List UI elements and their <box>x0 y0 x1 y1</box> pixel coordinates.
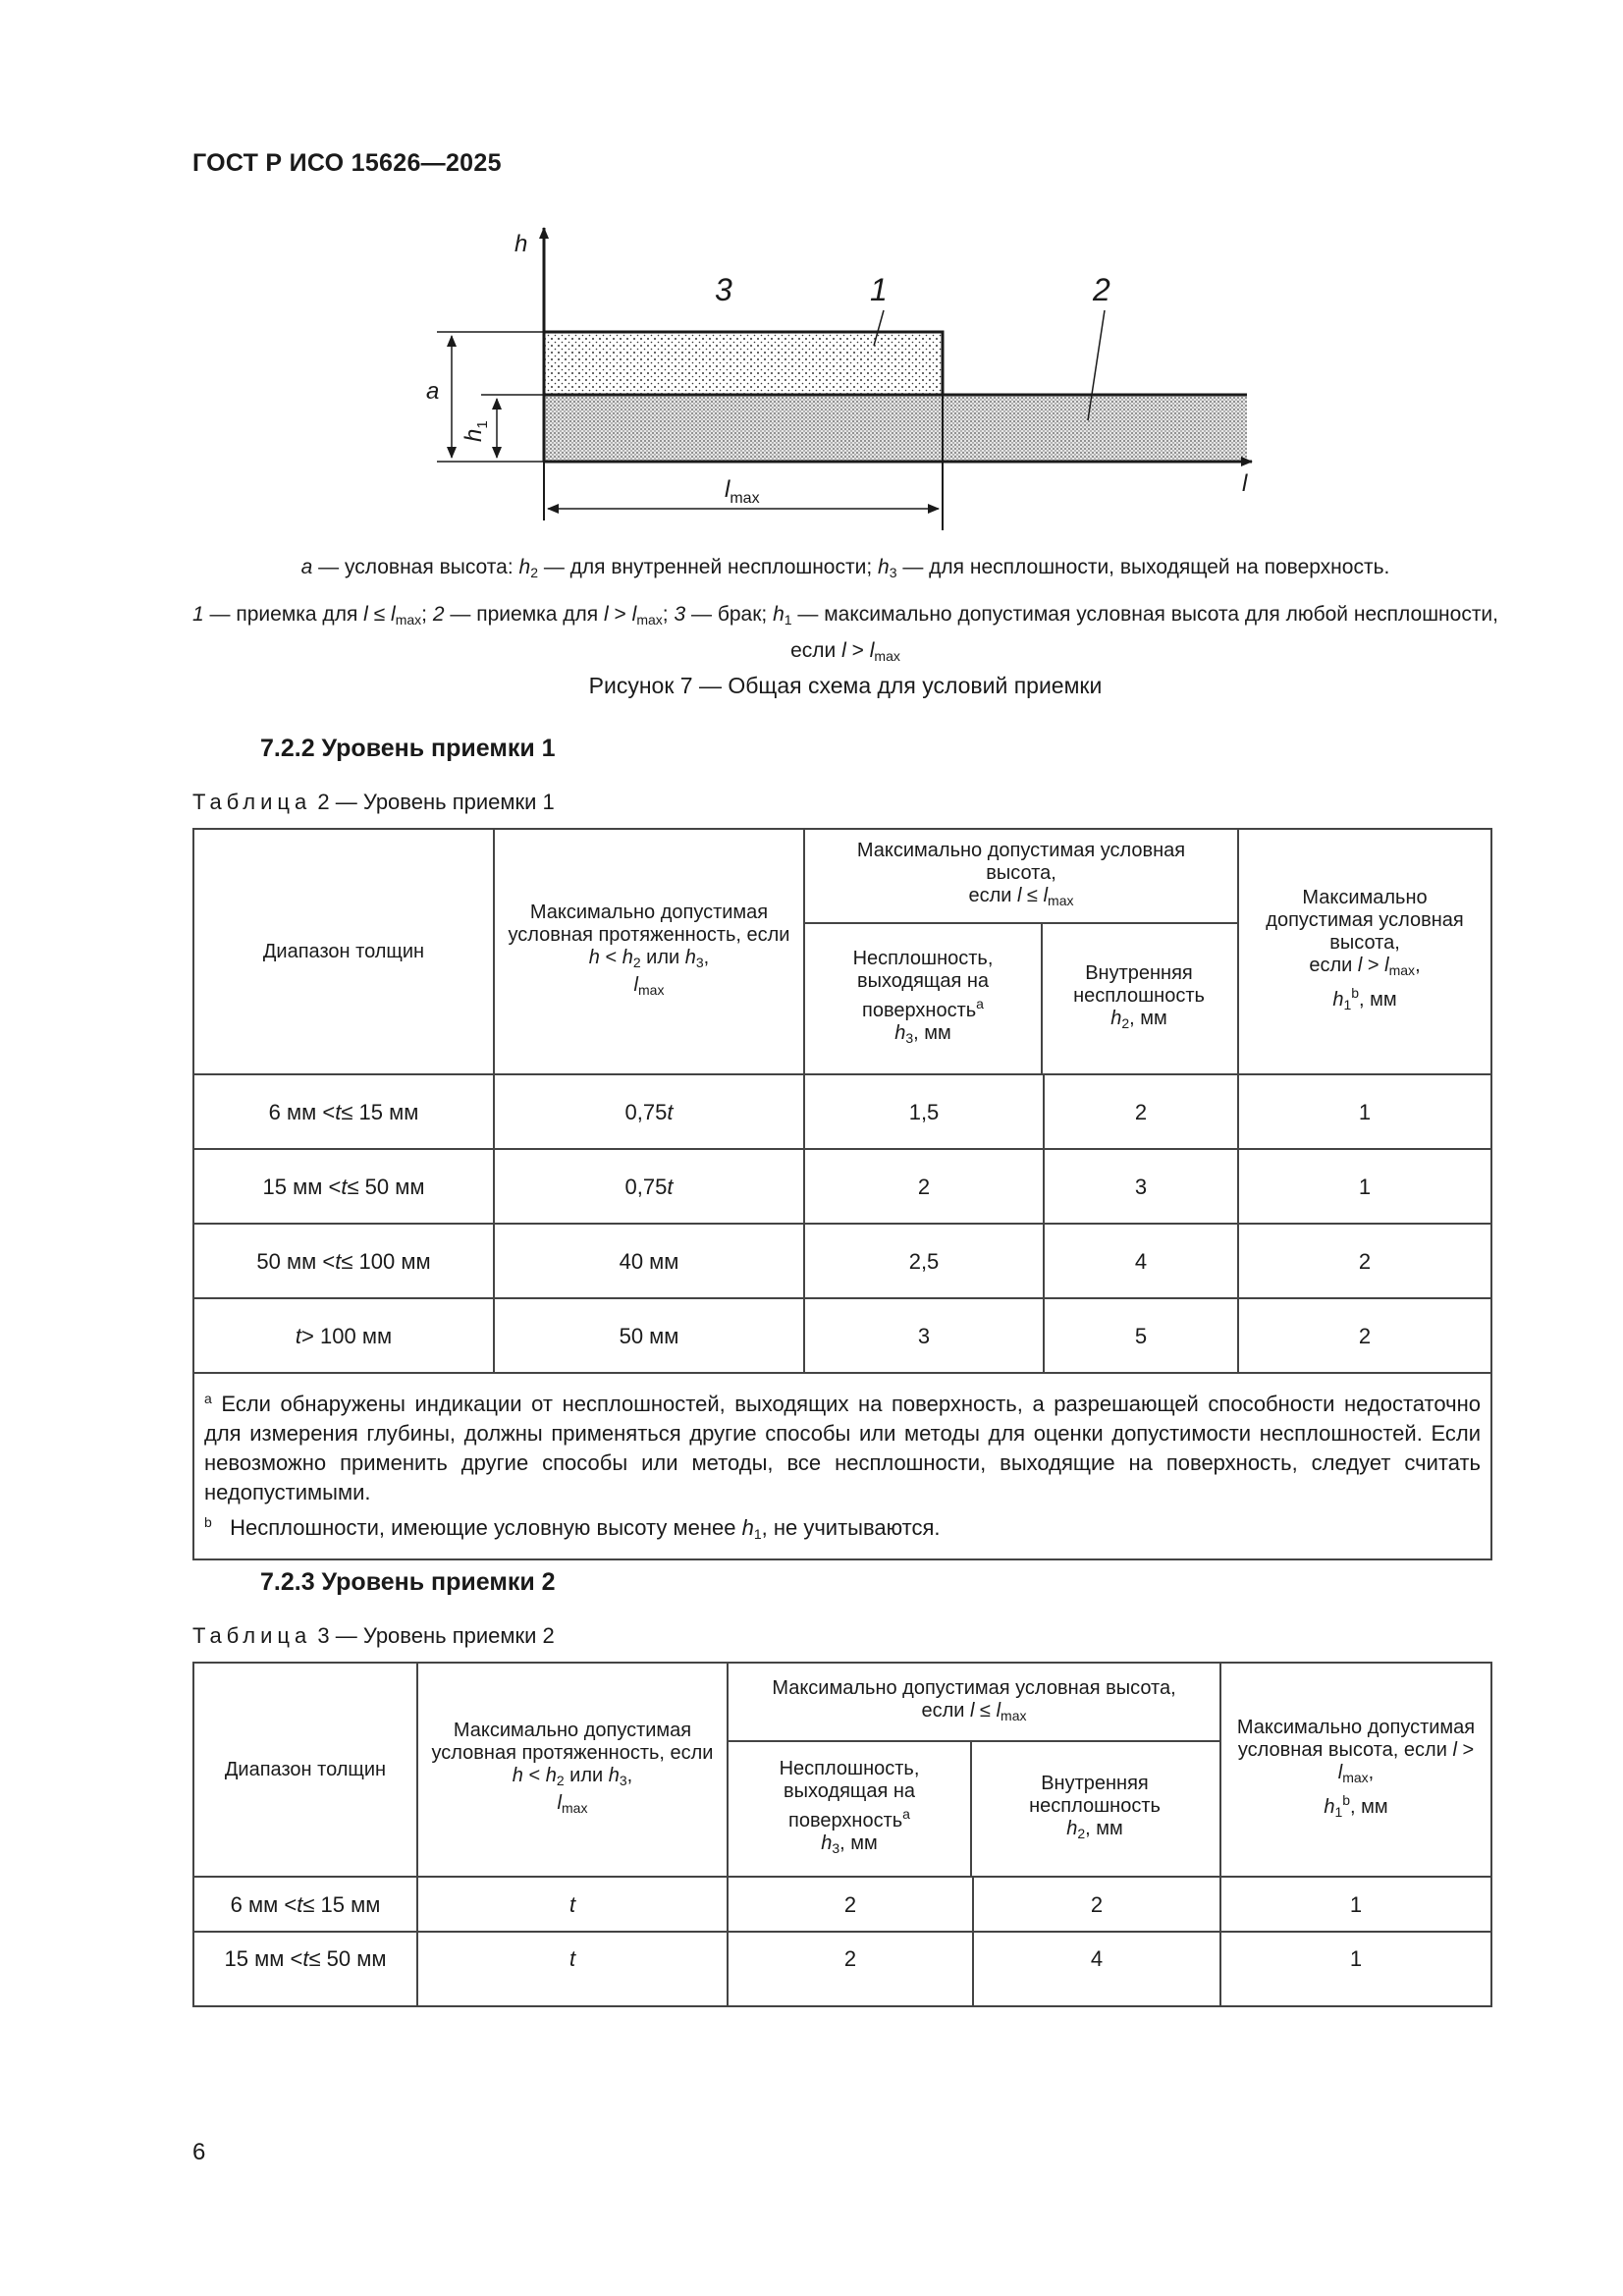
reject-zone <box>544 332 943 395</box>
note-a: $^a$ Если обнаружены индикации от несплошностей, выходящих на поверхность, а разрешающей способности недостаточно для измерения глубины, должны применяться другие способы или методы для оценки допустимости несплошностей. Если невозможно применить другие способы или методы, все несплошности, выходящие на поверхность, следует считать недопустимыми. <box>204 1391 1481 1504</box>
header-group-title: Максимально допустимая условная высота, если $l \le l_{max}$ <box>729 1664 1219 1742</box>
cell-h1: 2 <box>1358 1248 1372 1274</box>
table-2-caption: Таблица 2 — Уровень приемки 1 <box>192 790 555 814</box>
zone-label-2: 2 <box>1093 272 1110 307</box>
figure-7-diagram <box>0 0 1623 550</box>
cell-extension: t <box>418 1933 729 2005</box>
document-header: ГОСТ Р ИСО 15626—2025 <box>192 149 502 177</box>
table-header <box>194 830 1490 1075</box>
cell-extension: t <box>418 1878 729 1931</box>
table-row <box>194 1075 1490 1150</box>
cell-internal: 3 <box>1045 1150 1239 1223</box>
header-range: Диапазон толщин <box>194 1664 418 1876</box>
cell-range: 15 мм < t ≤ 50 мм <box>194 1150 495 1223</box>
header-internal: Внутренняя несплошность $h_2$, мм <box>1029 1773 1161 1841</box>
note-b: $^b$ Несплошности, имеющие условную высоту менее $h_1$, не учитываются. <box>204 1514 941 1542</box>
cell-internal: 4 <box>974 1933 1221 2005</box>
figure-legend: 1 — приемка для $l \le l_{max}$; 2 — приемка для $l > l_{max}$; 3 — брак; $h_1$ — максимально допустимая условная высота для любой несплошности, если $l > l_{max}$ <box>192 603 1498 664</box>
page-number: 6 <box>192 2139 206 2165</box>
cell-internal: 2 <box>974 1878 1221 1931</box>
cell-extension: 40 мм <box>495 1225 805 1297</box>
header-surface: Несплошность, выходящая на поверхность$^a$ $h_3$, мм <box>729 1742 972 1876</box>
table-row <box>194 1878 1490 1933</box>
cell-surface: 3 <box>805 1299 1045 1372</box>
acceptance-zone <box>544 395 1247 462</box>
dim-label-lmax: $l_{max}$ <box>725 476 760 507</box>
section-heading-7-2-2: 7.2.2 Уровень приемки 1 <box>260 735 556 762</box>
cell-range: 6 мм < t ≤ 15 мм <box>194 1075 495 1148</box>
section-heading-7-2-3: 7.2.3 Уровень приемки 2 <box>260 1568 556 1596</box>
header-group-height <box>729 1664 1221 1876</box>
cell-extension: 0,75 t <box>495 1075 805 1148</box>
header-h1: Максимально допустимая условная высота, если $l > l_{max}$, $h_1^b$, мм <box>1236 1716 1476 1820</box>
cell-surface: 2 <box>729 1878 974 1931</box>
cell-surface: 1,5 <box>805 1075 1045 1148</box>
table-row <box>194 1933 1490 2005</box>
cell-surface: 2,5 <box>805 1225 1045 1297</box>
zone-label-1: 1 <box>870 272 888 307</box>
cell-h1: 1 <box>1358 1099 1372 1124</box>
table-3 <box>192 1662 1492 2007</box>
cell-h1: 1 <box>1349 1891 1363 1917</box>
cell-internal: 5 <box>1045 1299 1239 1372</box>
cell-extension: 0,75 t <box>495 1150 805 1223</box>
cell-range: t > 100 мм <box>194 1299 495 1372</box>
figure-title: Рисунок 7 — Общая схема для условий приемки <box>588 673 1103 698</box>
figure-caption-a: a — условная высота: $h_2$ — для внутренней несплошности; $h_3$ — для несплошности, выходящей на поверхность. <box>300 556 1390 580</box>
table-row <box>194 1150 1490 1225</box>
dim-label-h1: $h_1$ <box>460 420 491 442</box>
zone-label-3: 3 <box>715 272 732 307</box>
cell-h1: 1 <box>1358 1174 1372 1199</box>
table-notes <box>194 1374 1490 1558</box>
cell-extension: 50 мм <box>495 1299 805 1372</box>
table-3-caption: Таблица 3 — Уровень приемки 2 <box>192 1623 555 1648</box>
cell-range: 50 мм < t ≤ 100 мм <box>194 1225 495 1297</box>
cell-surface: 2 <box>805 1150 1045 1223</box>
header-extension: Максимально допустимая условная протяженность, если $h < h_2$ или $h_3$, $l_{max}$ <box>418 1664 729 1876</box>
header-group-height <box>805 830 1239 1073</box>
header-internal: Внутренняя несплошность $h_2$, мм <box>1073 962 1205 1031</box>
table-row <box>194 1225 1490 1299</box>
header-group-title: Максимально допустимая условная высота, если $l \le l_{max}$ <box>805 830 1237 924</box>
header-h1: Максимально допустимая условная высота, если $l > l_{max}$, $h_1^b$, мм <box>1266 887 1464 1012</box>
table-row <box>194 1299 1490 1374</box>
cell-internal: 2 <box>1045 1075 1239 1148</box>
table-2 <box>192 828 1492 1560</box>
cell-range: 15 мм < t ≤ 50 мм <box>194 1933 418 2005</box>
axis-h-label: h <box>514 231 528 257</box>
cell-range: 6 мм < t ≤ 15 мм <box>194 1878 418 1931</box>
table-header <box>194 1664 1490 1878</box>
cell-h1: 2 <box>1358 1323 1372 1348</box>
cell-internal: 4 <box>1045 1225 1239 1297</box>
header-extension: Максимально допустимая условная протяженность, если $h < h_2$ или $h_3$, $l_{max}$ <box>495 830 805 1073</box>
cell-surface: 2 <box>729 1933 974 2005</box>
cell-h1: 1 <box>1349 1946 1363 1971</box>
dim-label-a: a <box>426 378 440 405</box>
header-surface: Несплошность, выходящая на поверхность$^a$ $h_3$, мм <box>805 924 1043 1073</box>
header-range: Диапазон толщин <box>194 830 495 1073</box>
axis-l-label: l <box>1242 470 1248 497</box>
